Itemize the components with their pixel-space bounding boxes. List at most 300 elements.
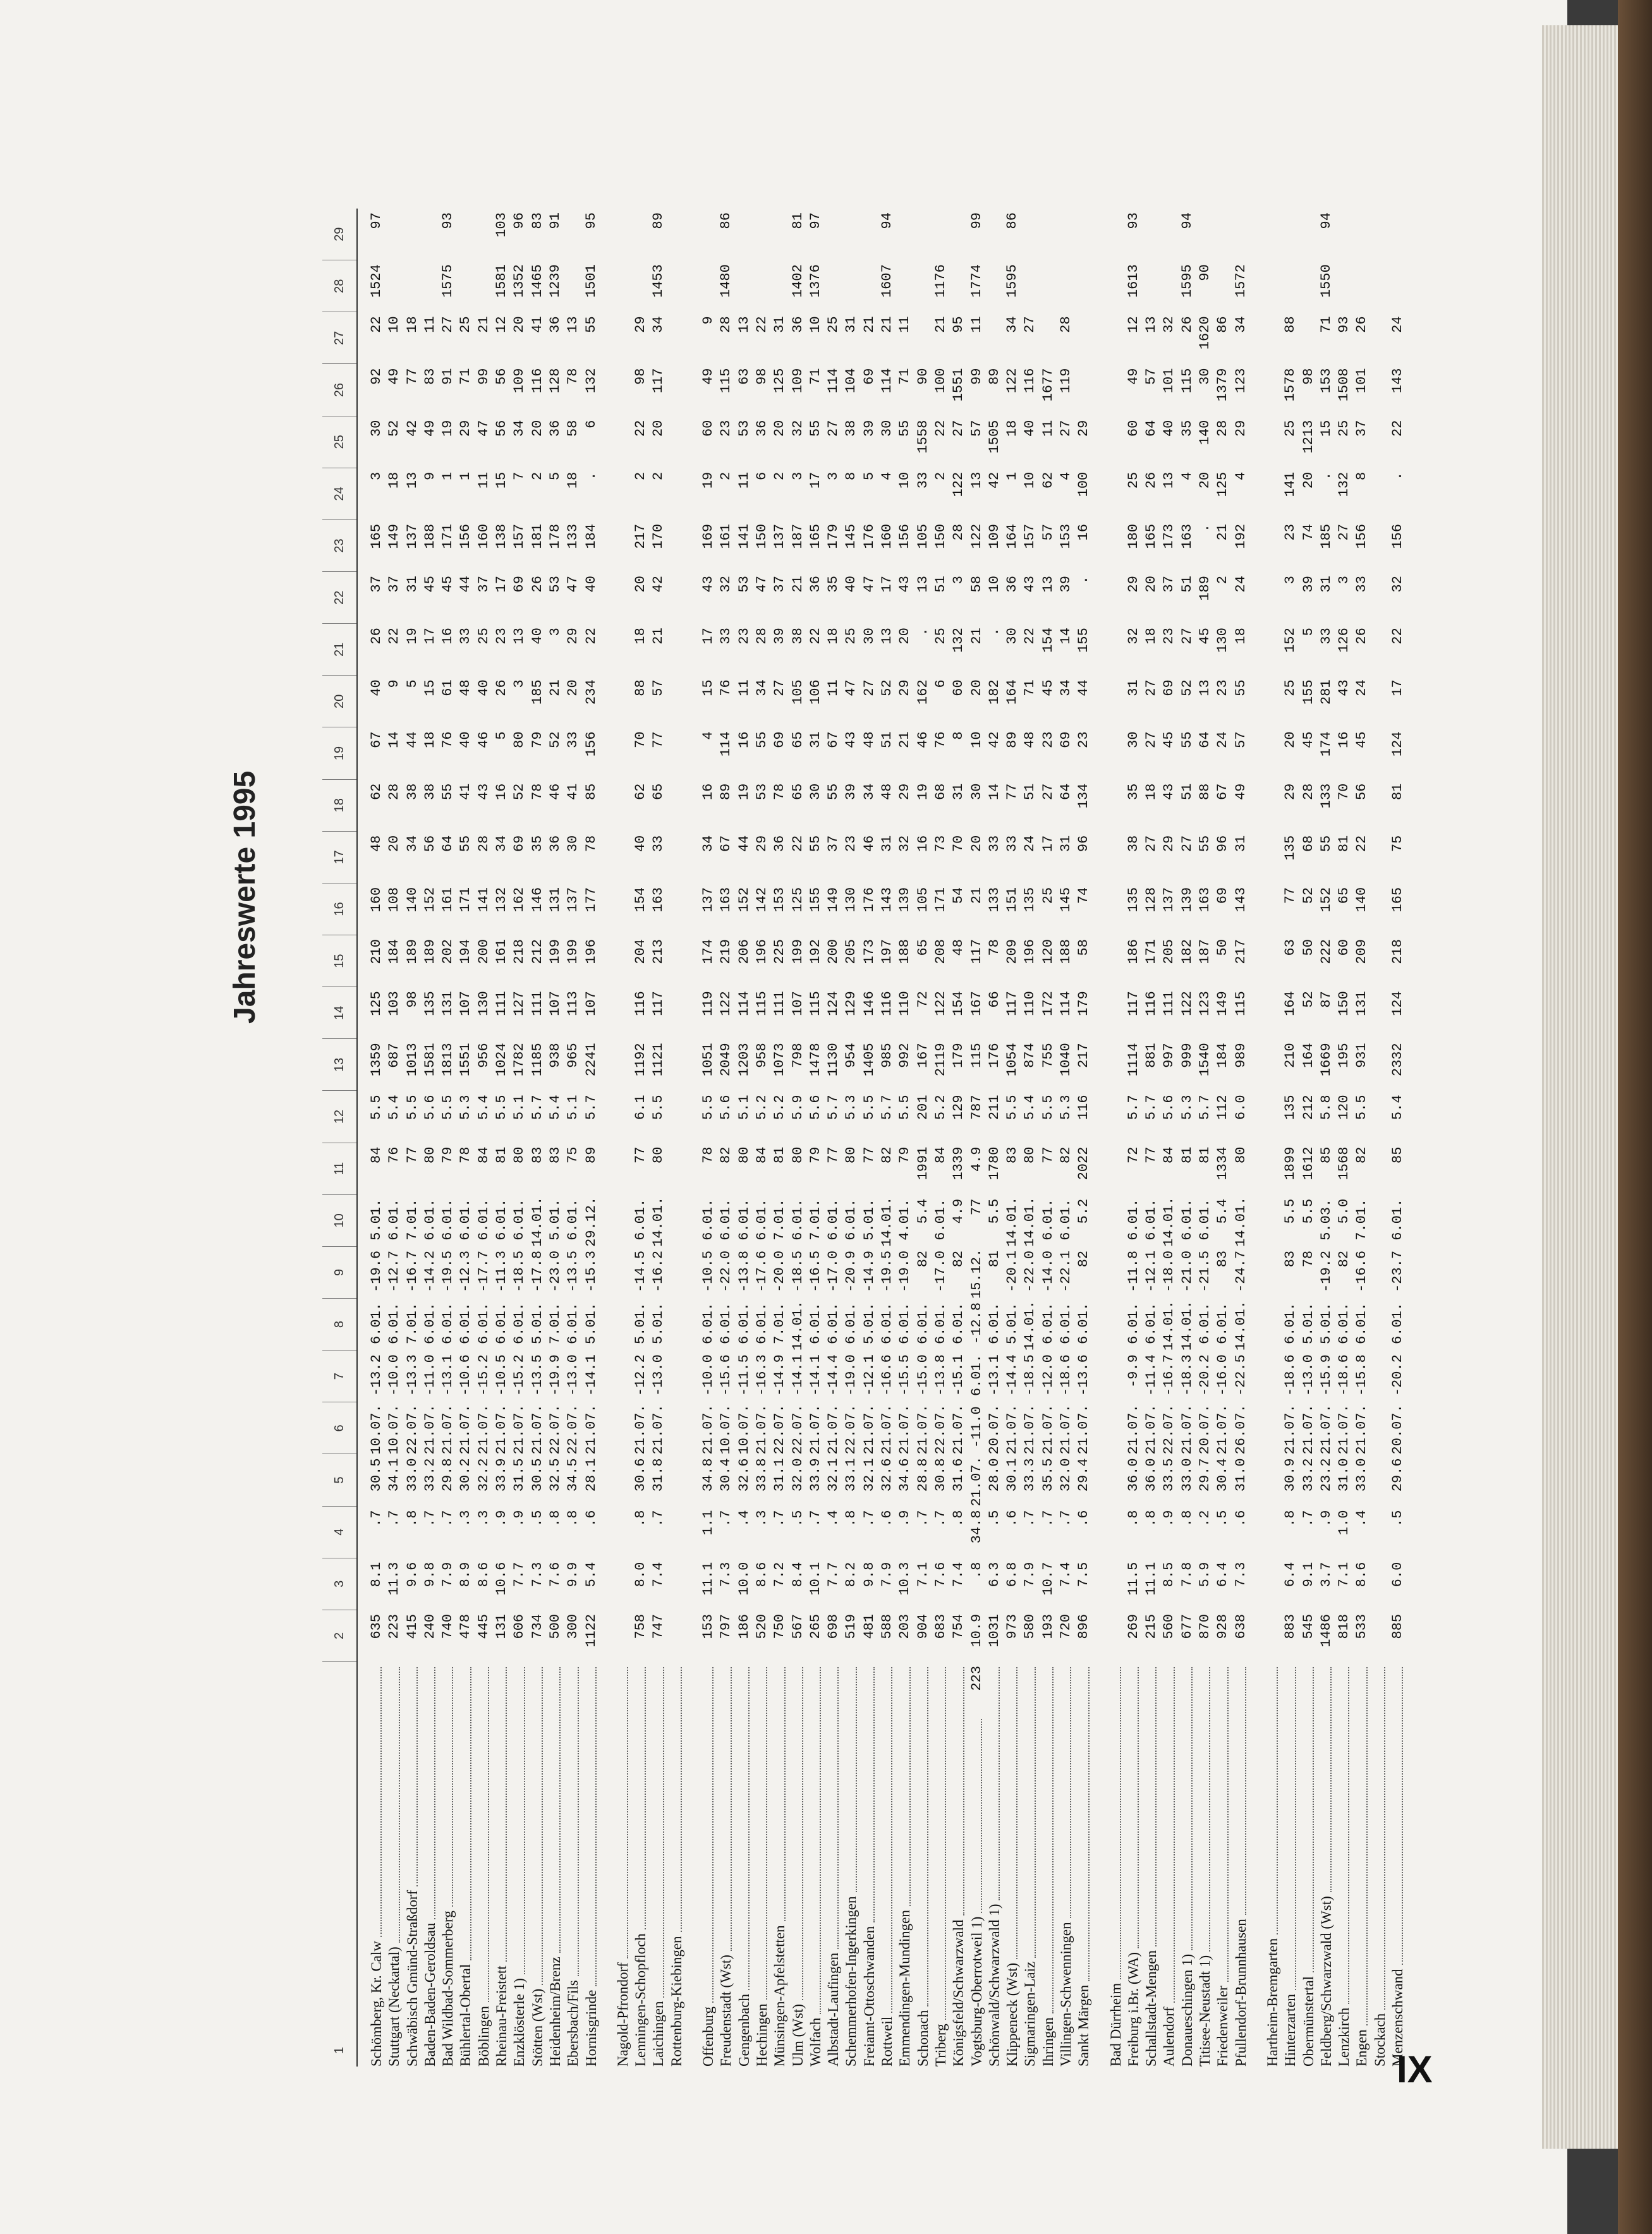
value-cell: 110 <box>1022 991 1038 1016</box>
station-row <box>1389 209 1407 2067</box>
value-cell: 29 <box>1125 576 1141 593</box>
value-cell: 37 <box>772 576 788 593</box>
value-cell: 48 <box>1022 731 1038 748</box>
value-cell: 130 <box>475 991 492 1016</box>
value-cell: 6.01. <box>736 1198 752 1241</box>
value-cell: 5.2 <box>772 1095 788 1120</box>
value-cell: 46 <box>475 731 492 748</box>
value-cell: -13.0 <box>1300 1354 1316 1397</box>
value-cell: 20 <box>968 835 985 853</box>
value-cell: 2 <box>1215 576 1231 585</box>
value-cell: 6.1 <box>633 1095 649 1120</box>
value-cell: 33 <box>914 471 931 489</box>
station-row <box>1214 209 1232 2067</box>
value-cell: 26 <box>494 679 510 696</box>
value-cell: 478 <box>458 1613 474 1639</box>
value-cell: 120 <box>1040 939 1056 964</box>
leader-dots <box>663 1667 664 1998</box>
value-cell: 5.5 <box>1282 1198 1299 1224</box>
column-header: 5 <box>322 1454 356 1506</box>
station-name-cell <box>807 1662 825 2067</box>
value-cell: 72 <box>914 991 931 1008</box>
value-cell: 30 <box>1125 731 1141 748</box>
value-cell: 6.01. <box>565 1198 581 1241</box>
station-name: Hartheim-Bremgarten <box>1264 1938 1280 2067</box>
value-cell: 992 <box>897 1043 913 1068</box>
leader-dots <box>1209 1667 1210 1952</box>
value-cell: 79 <box>897 1146 913 1163</box>
value-cell: -18.3 <box>1179 1354 1195 1397</box>
value-cell: 189 <box>404 939 420 964</box>
column-header: 6 <box>322 1402 356 1454</box>
value-cell: 1213 <box>1300 420 1316 454</box>
value-cell: .8 <box>951 1510 967 1527</box>
station-values <box>968 209 986 1714</box>
value-cell: 117 <box>968 938 985 964</box>
value-cell: 28.0 <box>986 1458 1002 1492</box>
value-cell: 9.9 <box>565 1562 581 1587</box>
value-cell: 44 <box>736 835 752 853</box>
value-cell: 17 <box>807 471 823 489</box>
value-cell: 13 <box>968 471 985 489</box>
value-cell: 150 <box>1336 991 1352 1016</box>
value-cell: 80 <box>1232 1146 1249 1163</box>
value-cell: 78 <box>583 835 599 853</box>
station-values <box>1196 209 1214 1662</box>
value-cell: 31 <box>879 835 896 853</box>
value-cell: 143 <box>879 887 896 913</box>
station-name: Hinterzarten <box>1282 1994 1299 2067</box>
station-name-cell <box>493 1662 511 2067</box>
value-cell: 2 <box>718 471 734 480</box>
station-name-cell <box>1004 1662 1021 2067</box>
value-cell: 62 <box>633 783 649 801</box>
value-cell: 105 <box>789 679 806 705</box>
value-cell: -13.3 <box>404 1354 420 1397</box>
value-cell: 41 <box>458 783 474 801</box>
value-cell: 25 <box>843 628 859 645</box>
value-cell: 48 <box>879 783 896 801</box>
station-row <box>1040 209 1057 2067</box>
value-cell: 50 <box>1300 939 1316 956</box>
value-cell: 86 <box>1004 212 1021 229</box>
value-cell: 64 <box>1057 783 1074 801</box>
value-cell: 8.9 <box>458 1562 474 1587</box>
leader-dots <box>1402 1667 1403 1965</box>
value-cell: 1239 <box>547 264 563 298</box>
value-cell: 99 <box>968 368 985 385</box>
value-cell: 10.07. <box>368 1404 384 1455</box>
value-cell: 27 <box>772 679 788 696</box>
value-cell: 7.9 <box>440 1562 456 1587</box>
value-cell: 122 <box>1004 368 1021 394</box>
station-row <box>807 209 825 2067</box>
value-cell: 23 <box>1215 679 1231 696</box>
station-name: Villingen-Schwenningen <box>1057 1922 1074 2067</box>
value-cell: -13.6 <box>1076 1354 1092 1397</box>
value-cell: 184 <box>386 939 403 964</box>
leader-dots <box>488 1667 489 2002</box>
value-cell: 125 <box>368 991 384 1016</box>
value-cell: 80 <box>511 1146 528 1163</box>
value-cell: 5.01. <box>547 1198 563 1241</box>
value-cell: 533 <box>1354 1613 1370 1639</box>
value-cell: 111 <box>529 991 545 1016</box>
value-cell: 11 <box>825 679 842 696</box>
value-cell: 27 <box>1179 835 1195 853</box>
value-cell: 212 <box>1300 1095 1316 1120</box>
station-name-cell <box>475 1662 493 2067</box>
station-name-cell <box>1143 1662 1160 2067</box>
value-cell: 3 <box>825 471 842 480</box>
value-cell: 29 <box>565 628 581 645</box>
value-cell: 101 <box>1161 368 1177 394</box>
value-cell: 21.07. <box>1282 1404 1299 1455</box>
value-cell: 57 <box>1040 523 1056 541</box>
value-cell: 22.07. <box>547 1404 563 1455</box>
leader-dots <box>1138 1667 1139 1948</box>
value-cell: 39 <box>843 783 859 801</box>
column-header: 29 <box>322 209 356 260</box>
value-cell: 94 <box>1318 212 1334 229</box>
station-row <box>1004 209 1021 2067</box>
station-values <box>511 209 528 1662</box>
value-cell: 6.01. <box>1197 1198 1213 1241</box>
value-cell: 25 <box>1336 420 1352 437</box>
value-cell: 5.5 <box>986 1198 1002 1224</box>
value-cell: 16 <box>914 835 931 853</box>
value-cell: 30.4 <box>718 1458 734 1492</box>
value-cell: 6.01. <box>494 1302 510 1345</box>
value-cell: 5.7 <box>825 1095 842 1120</box>
value-cell: 36 <box>547 316 563 333</box>
value-cell: -10.5 <box>494 1354 510 1397</box>
station-name-cell <box>986 1662 1004 2067</box>
value-cell: 75 <box>1390 835 1406 853</box>
value-cell: 33.9 <box>807 1458 823 1492</box>
station-name-cell <box>422 1662 439 2067</box>
value-cell: 33.9 <box>494 1458 510 1492</box>
station-name: Wolfach <box>807 2017 823 2067</box>
value-cell: -13.0 <box>650 1354 667 1397</box>
value-cell: 34 <box>1232 316 1249 333</box>
value-cell: 38 <box>404 783 420 801</box>
value-cell: 155 <box>807 887 823 913</box>
value-cell: 33.0 <box>1179 1458 1195 1492</box>
value-cell: 2332 <box>1390 1043 1406 1077</box>
value-cell: .7 <box>861 1510 877 1527</box>
leader-dots <box>595 1667 597 1986</box>
value-cell: 116 <box>529 368 545 394</box>
value-cell: 83 <box>1004 1146 1021 1163</box>
value-cell: 178 <box>547 523 563 549</box>
value-cell: 21.07. <box>1179 1404 1195 1455</box>
value-cell: 52 <box>879 679 896 696</box>
value-cell: 445 <box>475 1613 492 1639</box>
value-cell: 211 <box>986 1095 1002 1120</box>
value-cell: 1551 <box>951 368 967 402</box>
value-cell: 4.01. <box>897 1198 913 1241</box>
value-cell: 36 <box>753 420 770 437</box>
value-cell: 6 <box>932 679 949 688</box>
leader-dots <box>873 1667 875 1922</box>
value-cell: 5.0 <box>1336 1198 1352 1224</box>
value-cell: 1501 <box>583 264 599 298</box>
value-cell: -16.5 <box>807 1250 823 1292</box>
value-cell: .4 <box>825 1510 842 1527</box>
value-cell: 21.07. <box>1300 1404 1316 1455</box>
value-cell: 48 <box>368 835 384 853</box>
value-cell: 588 <box>879 1613 896 1639</box>
value-cell: 9.8 <box>861 1562 877 1587</box>
value-cell: 114 <box>736 991 752 1016</box>
leader-dots <box>837 1667 839 1949</box>
value-cell: 21.07. <box>422 1404 438 1455</box>
value-cell: 156 <box>1390 523 1406 549</box>
value-cell: 10.6 <box>494 1562 510 1596</box>
value-cell: -18.6 <box>1336 1354 1352 1397</box>
value-cell: 162 <box>914 679 931 705</box>
station-name: Gengenbach <box>736 1994 752 2067</box>
value-cell: -16.6 <box>879 1354 896 1397</box>
value-cell: 28 <box>718 316 734 333</box>
station-values <box>668 209 686 1662</box>
value-cell: 5.01. <box>1318 1302 1334 1345</box>
value-cell: 55 <box>440 783 456 801</box>
leader-dots <box>1070 1667 1071 1918</box>
station-name: Freiburg i.Br. (WA) <box>1125 1952 1141 2067</box>
value-cell: 965 <box>565 1043 581 1068</box>
value-cell: 1774 <box>968 264 985 298</box>
value-cell: 174 <box>700 939 717 964</box>
value-cell: 26 <box>1143 471 1160 489</box>
station-values <box>717 209 735 1662</box>
value-cell: 1.1 <box>700 1510 717 1536</box>
value-cell: 93 <box>440 212 456 229</box>
value-cell: 1612 <box>1300 1146 1316 1181</box>
value-cell: 140 <box>1197 420 1213 446</box>
value-cell: 26 <box>1354 316 1370 333</box>
value-cell: 51 <box>1022 783 1038 801</box>
value-cell: 1575 <box>440 264 456 298</box>
value-cell: 1185 <box>529 1043 545 1077</box>
value-cell: 14.01. <box>789 1300 806 1351</box>
value-cell: 22 <box>1354 835 1370 853</box>
value-cell: 1054 <box>1004 1043 1021 1077</box>
value-cell: 7.01. <box>404 1198 420 1241</box>
leader-dots <box>380 1667 382 1937</box>
value-cell: 797 <box>718 1613 734 1639</box>
value-cell: 107 <box>458 991 474 1016</box>
station-row <box>511 209 528 2067</box>
station-values <box>1353 209 1371 1662</box>
value-cell: 5.01. <box>861 1302 877 1345</box>
value-cell: 13 <box>914 576 931 593</box>
value-cell: -19.0 <box>843 1354 859 1397</box>
value-cell: 34 <box>404 835 420 853</box>
value-cell: 6.01. <box>1125 1302 1141 1345</box>
station-row <box>950 209 968 2067</box>
value-cell: 798 <box>789 1043 806 1068</box>
value-cell: 8.6 <box>753 1562 770 1587</box>
value-cell: 19 <box>440 420 456 437</box>
value-cell: 128 <box>1143 887 1160 913</box>
value-cell: 14 <box>986 783 1002 801</box>
value-cell: 94 <box>1179 212 1195 229</box>
value-cell: 69 <box>1057 731 1074 748</box>
station-name: Ihringen <box>1040 2017 1056 2067</box>
value-cell: 33 <box>1318 628 1334 645</box>
leader-dots <box>784 1667 786 1921</box>
value-cell: 740 <box>440 1613 456 1639</box>
station-name: Freiamt-Ottoschwanden <box>861 1926 877 2067</box>
value-cell: 196 <box>583 939 599 964</box>
value-cell: 881 <box>1143 1043 1160 1068</box>
value-cell: 82 <box>1336 1250 1352 1268</box>
value-cell: 42 <box>404 420 420 437</box>
value-cell: 60 <box>1336 939 1352 956</box>
value-cell: 21.07. <box>807 1404 823 1455</box>
value-cell: 6.01. <box>422 1198 438 1241</box>
value-cell: .9 <box>897 1510 913 1527</box>
value-cell: 193 <box>1040 1613 1056 1639</box>
leader-dots <box>399 1667 400 1943</box>
value-cell: 141 <box>475 887 492 913</box>
value-cell: 41 <box>565 783 581 801</box>
value-cell: 25 <box>932 628 949 645</box>
value-cell: 1613 <box>1125 264 1141 298</box>
value-cell: 85 <box>1318 1146 1334 1163</box>
value-cell: 883 <box>1282 1613 1299 1639</box>
value-cell: 32.1 <box>861 1458 877 1492</box>
leader-dots <box>1277 1667 1278 1934</box>
value-cell: 21 <box>968 887 985 904</box>
value-cell: -11.3 <box>494 1250 510 1292</box>
value-cell: 9.1 <box>1300 1562 1316 1587</box>
value-cell: 16 <box>1076 523 1092 541</box>
value-cell: 84 <box>368 1146 384 1163</box>
station-values <box>493 209 511 1662</box>
value-cell: 8.6 <box>475 1562 492 1587</box>
value-cell: 55 <box>753 731 770 748</box>
value-cell: 20.07. <box>986 1404 1002 1455</box>
value-cell: 122 <box>951 471 967 497</box>
value-cell: 31 <box>807 731 823 748</box>
station-values <box>736 209 753 1662</box>
value-cell: 25 <box>1282 679 1299 696</box>
value-cell: 6.01. <box>718 1198 734 1241</box>
value-cell: 5 <box>404 679 420 688</box>
station-row <box>457 209 475 2067</box>
value-cell: 27 <box>1022 316 1038 333</box>
value-cell: 33 <box>718 628 734 645</box>
value-cell: 2 <box>529 471 545 480</box>
value-cell: 81 <box>1179 1146 1195 1163</box>
value-cell: 16 <box>1336 731 1352 748</box>
value-cell: 12 <box>1125 316 1141 333</box>
value-cell: 18 <box>422 731 438 748</box>
value-cell: -20.1 <box>1004 1250 1021 1292</box>
value-cell: 31 <box>951 783 967 801</box>
value-cell: 5.5 <box>1300 1198 1316 1224</box>
value-cell: 23 <box>736 628 752 645</box>
leader-dots <box>712 1667 714 2003</box>
value-cell: 29 <box>753 835 770 853</box>
value-cell: 32.0 <box>1057 1458 1074 1492</box>
value-cell: 560 <box>1161 1613 1177 1639</box>
station-name-cell <box>368 1662 386 2067</box>
value-cell: 64 <box>1197 731 1213 748</box>
value-cell: 1031 <box>986 1613 1002 1648</box>
value-cell: -10.6 <box>458 1354 474 1397</box>
value-cell: 71 <box>1318 316 1334 333</box>
value-cell: 13 <box>1143 316 1160 333</box>
value-cell: 114 <box>1057 991 1074 1016</box>
station-row <box>842 209 860 2067</box>
value-cell: -15.2 <box>511 1354 528 1397</box>
value-cell: 7.01. <box>772 1302 788 1345</box>
value-cell: 4 <box>1179 471 1195 480</box>
value-cell: 36.0 <box>1125 1458 1141 1492</box>
value-cell: 5.5 <box>650 1095 667 1120</box>
value-cell: 3 <box>511 679 528 688</box>
leader-dots <box>945 1667 946 2020</box>
value-cell: 13 <box>404 471 420 489</box>
value-cell: 78 <box>986 939 1002 956</box>
value-cell: 188 <box>897 939 913 964</box>
value-cell: 111 <box>1161 991 1177 1016</box>
value-cell: -9.9 <box>1125 1354 1141 1388</box>
leader-dots <box>681 1667 682 1932</box>
value-cell: 6.01. <box>932 1198 949 1241</box>
value-cell: 95 <box>951 316 967 333</box>
value-cell: 37 <box>368 576 384 593</box>
value-cell: 122 <box>718 991 734 1016</box>
value-cell: -23.7 <box>1390 1250 1406 1292</box>
station-name: Böblingen <box>475 2006 492 2067</box>
station-values <box>368 209 386 1662</box>
station-row <box>861 209 878 2067</box>
value-cell: 31.6 <box>951 1458 967 1492</box>
value-cell: 32 <box>1161 316 1177 333</box>
value-cell: 1376 <box>807 264 823 298</box>
value-cell: -16.7 <box>404 1250 420 1292</box>
value-cell: 165 <box>368 523 384 549</box>
value-cell: 195 <box>1336 1043 1352 1068</box>
value-cell: 21.07. <box>1336 1404 1352 1455</box>
station-values <box>386 209 403 1662</box>
value-cell: -12.3 <box>458 1250 474 1292</box>
value-cell: 200 <box>475 939 492 964</box>
value-cell: 171 <box>458 887 474 913</box>
value-cell: 76 <box>718 679 734 696</box>
station-name: Bühlertal-Obertal <box>458 1964 474 2067</box>
value-cell: 137 <box>700 887 717 913</box>
station-name-cell <box>771 1662 789 2067</box>
value-cell: 5.7 <box>1197 1095 1213 1120</box>
value-cell: 65 <box>789 783 806 801</box>
station-name: Sigmaringen-Laiz <box>1022 1961 1038 2067</box>
value-cell: 152 <box>1282 628 1299 653</box>
value-cell: 5.1 <box>511 1095 528 1120</box>
value-cell: 82 <box>914 1250 931 1268</box>
value-cell: 6.01. <box>494 1198 510 1241</box>
value-cell: 223 <box>968 1665 985 1691</box>
value-cell: 35 <box>825 576 842 593</box>
value-cell: 5.2 <box>753 1095 770 1120</box>
value-cell: 6.01. <box>843 1302 859 1345</box>
value-cell: -15.0 <box>914 1354 931 1397</box>
